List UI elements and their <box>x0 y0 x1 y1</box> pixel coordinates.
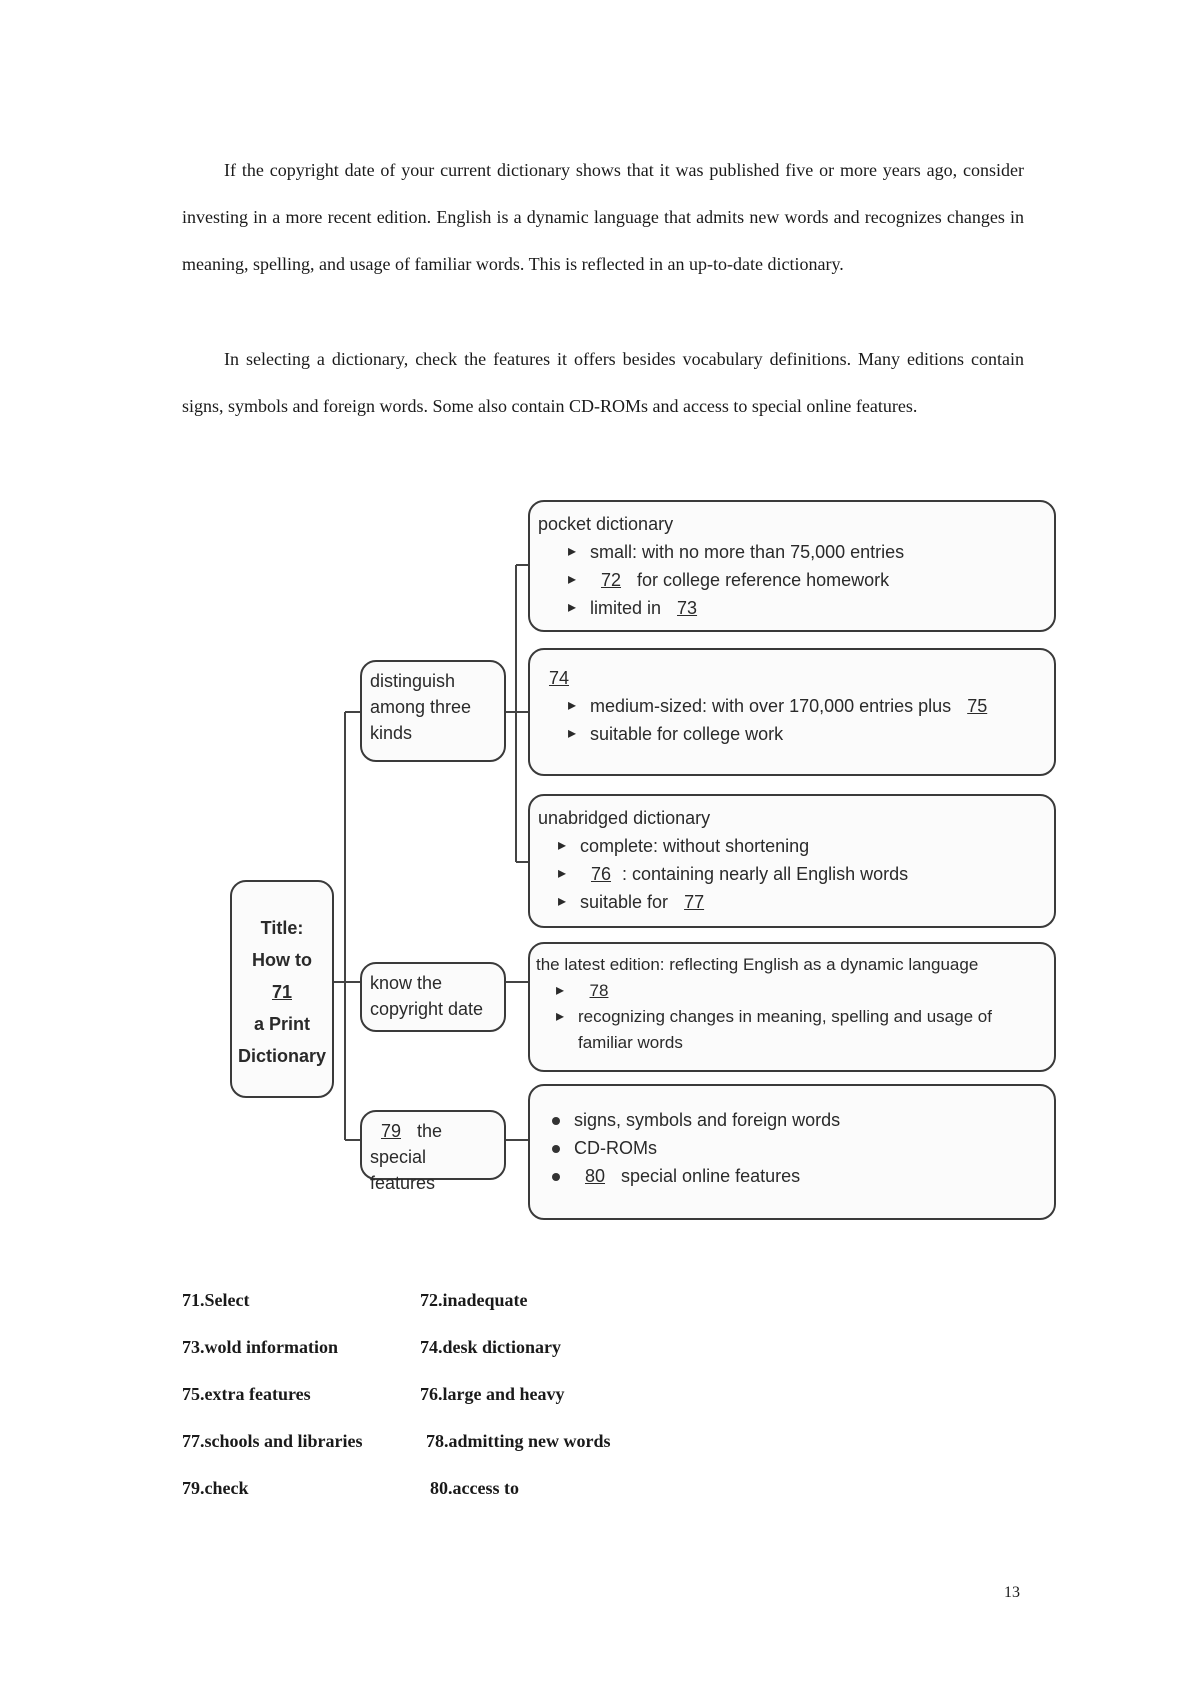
title-line-3: a Print <box>253 1014 310 1034</box>
latest-edition-box <box>528 942 1056 1072</box>
branch-copyright-box <box>360 962 506 1032</box>
kinds-line-2: among three <box>370 697 472 717</box>
special-item-3: 80 special online features <box>538 1162 1046 1190</box>
pocket-item-1: ▸ small: with no more than 75,000 entries <box>538 538 1046 566</box>
blank-77: 77 <box>684 892 705 912</box>
kinds-line-3: kinds <box>370 723 413 743</box>
unabridged-item-1: ▸ complete: without shortening <box>538 832 1046 860</box>
kinds-line-1: distinguish <box>370 671 456 691</box>
blank-79: 79 <box>380 1121 402 1141</box>
branch-features-box <box>360 1110 506 1193</box>
title-line-2: How to <box>252 950 312 970</box>
blank-73: 73 <box>677 598 698 618</box>
unabridged-item-3: ▸ suitable for 77 <box>538 888 1046 916</box>
answer-75: 75.extra features <box>182 1384 311 1404</box>
blank-72: 72 <box>600 570 622 590</box>
desk-item-2: ▸ suitable for college work <box>538 720 1046 748</box>
features-line-1: the <box>417 1121 443 1141</box>
blank-78: 78 <box>589 981 609 1000</box>
answer-78: 78.admitting new words <box>426 1431 611 1451</box>
desk-item-1: ▸ medium-sized: with over 170,000 entries plus 75 <box>538 692 1046 720</box>
desk-dictionary-box <box>528 648 1056 776</box>
blank-75: 75 <box>967 696 988 716</box>
title-line-1: Title: <box>260 918 304 938</box>
blank-71: 71 <box>271 982 293 1002</box>
copyright-line-2: copyright date <box>370 999 484 1019</box>
answer-76: 76.large and heavy <box>420 1384 565 1404</box>
latest-item-2: ▸ recognizing changes in meaning, spelling and usage of familiar words <box>536 1004 1048 1056</box>
answer-72: 72.inadequate <box>420 1290 528 1310</box>
special-features-box <box>528 1084 1056 1220</box>
answer-73: 73.wold information <box>182 1337 339 1357</box>
latest-head: the latest edition: reflecting English as a dynamic language <box>536 955 979 974</box>
pocket-dictionary-box <box>528 500 1056 632</box>
page-number: 13 <box>1004 1584 1020 1601</box>
unabridged-dictionary-box <box>528 794 1056 928</box>
answer-79: 79.check <box>182 1478 249 1498</box>
answer-77: 77.schools and libraries <box>182 1431 363 1451</box>
paragraph-features: In selecting a dictionary, check the features it offers besides vocabulary definitions. Many editions contain signs, symbols and foreign words. Some also contain CD-ROMs and access to special online features. <box>182 349 1024 416</box>
pocket-head: pocket dictionary <box>538 514 674 534</box>
special-item-2: CD-ROMs <box>538 1134 1046 1162</box>
blank-76: 76 <box>590 864 612 884</box>
unabridged-head: unabridged dictionary <box>538 808 711 828</box>
answer-80: 80.access to <box>430 1478 519 1498</box>
pocket-item-3: ▸ limited in 73 <box>538 594 1046 622</box>
latest-item-1 <box>536 978 1048 1004</box>
blank-80: 80 <box>584 1166 606 1186</box>
unabridged-item-2: ▸ 76 : containing nearly all English words <box>538 860 1046 888</box>
features-line-2: special features <box>370 1147 436 1193</box>
blank-74: 74 <box>548 668 570 688</box>
pocket-item-2: ▸ 72 for college reference homework <box>538 566 1046 594</box>
copyright-line-1: know the <box>370 973 443 993</box>
branch-kinds-box <box>360 660 506 762</box>
special-item-1: signs, symbols and foreign words <box>538 1106 1046 1134</box>
answer-74: 74.desk dictionary <box>420 1337 562 1357</box>
diagram-title-box <box>230 880 334 1098</box>
paragraph-copyright: If the copyright date of your current dictionary shows that it was published five or more years ago, consider investing in a more recent edition. English is a dynamic language that admits new words and recognizes changes in meaning, spelling, and usage of familiar words. This is reflected in an up-to-date dictionary. <box>182 160 1024 274</box>
answer-71: 71.Select <box>182 1290 250 1310</box>
title-line-4: Dictionary <box>237 1046 327 1066</box>
